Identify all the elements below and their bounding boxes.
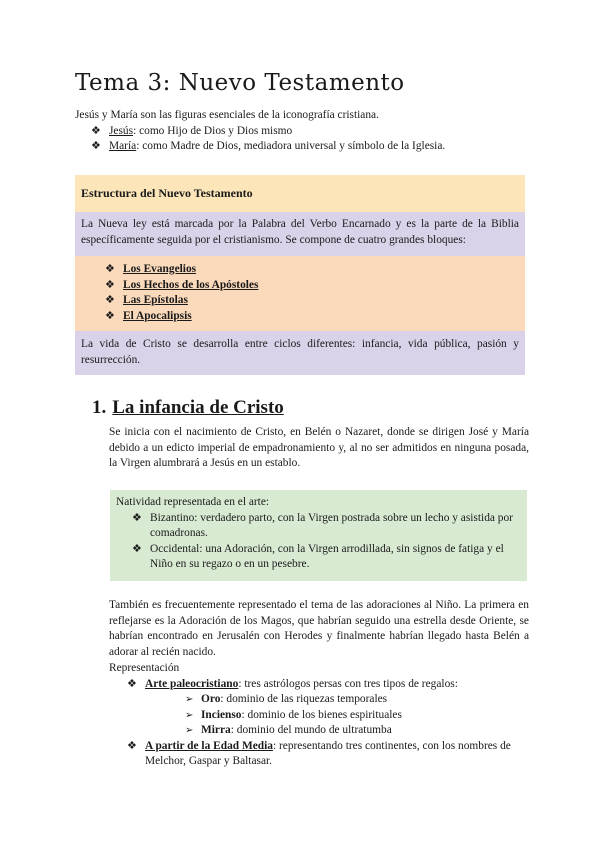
gift-name: Oro (201, 693, 221, 705)
nativity-item-text: Occidental: una Adoración, con la Virgen arrodillada, sin signos de fatiga y el Niño en su regazo o en un pesebre. (150, 542, 504, 570)
list-item (185, 692, 529, 708)
list-item (91, 124, 535, 140)
list-item (185, 723, 529, 739)
diamond-bullet-icon: ❖ (91, 140, 101, 152)
nativity-list (132, 511, 521, 573)
section-paragraph-2: También es frecuentemente representado el tema de las adoraciones al Niño. La primera en reflejarse es la Adoración de los Magos, que habrían seguido una estrella desde Oriente, se habrían encontrado en Jerusalén con Herodes y finalmente habrían llegado hasta Belén a adorar al recién nacido. (109, 599, 529, 658)
structure-paragraph-2: La vida de Cristo se desarrolla entre ciclos diferentes: infancia, vida pública, pasión y resurrección. (75, 331, 525, 375)
diamond-bullet-icon: ❖ (91, 124, 101, 137)
section-title: La infancia de Cristo (112, 397, 284, 418)
gifts-list (185, 692, 529, 739)
list-item (105, 309, 519, 325)
structure-heading: Estructura del Nuevo Testamento (75, 175, 525, 212)
gift-name: Mirra (201, 724, 231, 736)
term: Arte paleocristiano (145, 677, 239, 690)
list-item (132, 542, 521, 573)
diamond-bullet-icon: ❖ (127, 677, 137, 690)
structure-paragraph-1: La Nueva ley está marcada por la Palabra del Verbo Encarnado y es la parte de la Biblia específicamente seguida por el cristianismo. Se compone de cuatro grandes bloques: (75, 212, 525, 256)
term-description: : como Madre de Dios, mediadora universal y símbolo de la Iglesia. (136, 140, 446, 152)
blocks-list (105, 262, 519, 324)
term-description: : representando tres continentes, con los nombres de Melchor, Gaspar y Baltasar. (145, 739, 511, 767)
section-paragraph-1: Se inicia con el nacimiento de Cristo, en Belén o Nazaret, donde se dirigen José y María debido a un edicto imperial de empadronamiento y, al no ser admitidos en ninguna posada, la Virgen alumbrará a Jesús en un establo. (109, 426, 529, 469)
list-item (105, 293, 519, 309)
list-item (132, 511, 521, 542)
representation-label: Representación (109, 662, 180, 674)
block-link-epistolas[interactable]: Las Epístolas (123, 294, 188, 306)
intro-text: Jesús y María son las figuras esenciales de la iconografía cristiana. (75, 109, 379, 121)
gift-meaning: : dominio de los bienes espirituales (241, 708, 402, 721)
diamond-bullet-icon: ❖ (132, 542, 142, 555)
diamond-bullet-icon: ❖ (127, 739, 137, 752)
gift-meaning: : dominio del mundo de ultratumba (230, 724, 392, 736)
diamond-bullet-icon: ❖ (105, 263, 115, 275)
structure-blocks (75, 256, 525, 331)
term-description: : como Hijo de Dios y Dios mismo (133, 124, 293, 137)
gift-meaning: : dominio de las riquezas temporales (220, 693, 388, 705)
list-item (185, 708, 529, 724)
list-item (105, 278, 519, 294)
list-item (105, 262, 519, 278)
intro-list (91, 124, 535, 155)
arrow-bullet-icon: ➢ (185, 709, 194, 721)
term: María (109, 140, 137, 152)
block-link-hechos[interactable]: Los Hechos de los Apóstoles (123, 278, 259, 291)
term: Jesús (109, 124, 134, 137)
diamond-bullet-icon: ❖ (105, 309, 115, 322)
section-number: 1. (92, 397, 107, 418)
nativity-item-text: Bizantino: verdadero parto, con la Virgen postrada sobre un lecho y asistida por comadronas. (150, 511, 513, 539)
term-description: : tres astrólogos persas con tres tipos de regalos: (238, 677, 458, 690)
diamond-bullet-icon: ❖ (105, 278, 115, 291)
term: A partir de la Edad Media (145, 739, 273, 752)
section-heading (92, 397, 284, 419)
list-item (91, 139, 535, 155)
diamond-bullet-icon: ❖ (132, 511, 142, 524)
list-item (127, 739, 529, 770)
arrow-bullet-icon: ➢ (185, 725, 194, 736)
gift-name: Incienso (201, 708, 242, 721)
representation-block (109, 661, 529, 770)
nativity-box (110, 490, 527, 581)
block-link-evangelios[interactable]: Los Evangelios (123, 263, 197, 275)
arrow-bullet-icon: ➢ (185, 694, 194, 705)
nativity-intro: Natividad representada en el arte: (116, 496, 270, 508)
intro-block (75, 108, 535, 155)
diamond-bullet-icon: ❖ (105, 294, 115, 306)
block-link-apocalipsis[interactable]: El Apocalipsis (123, 309, 192, 322)
page-title: Tema 3: Nuevo Testamento (75, 70, 405, 96)
list-item (127, 677, 529, 739)
representation-list (127, 677, 529, 770)
